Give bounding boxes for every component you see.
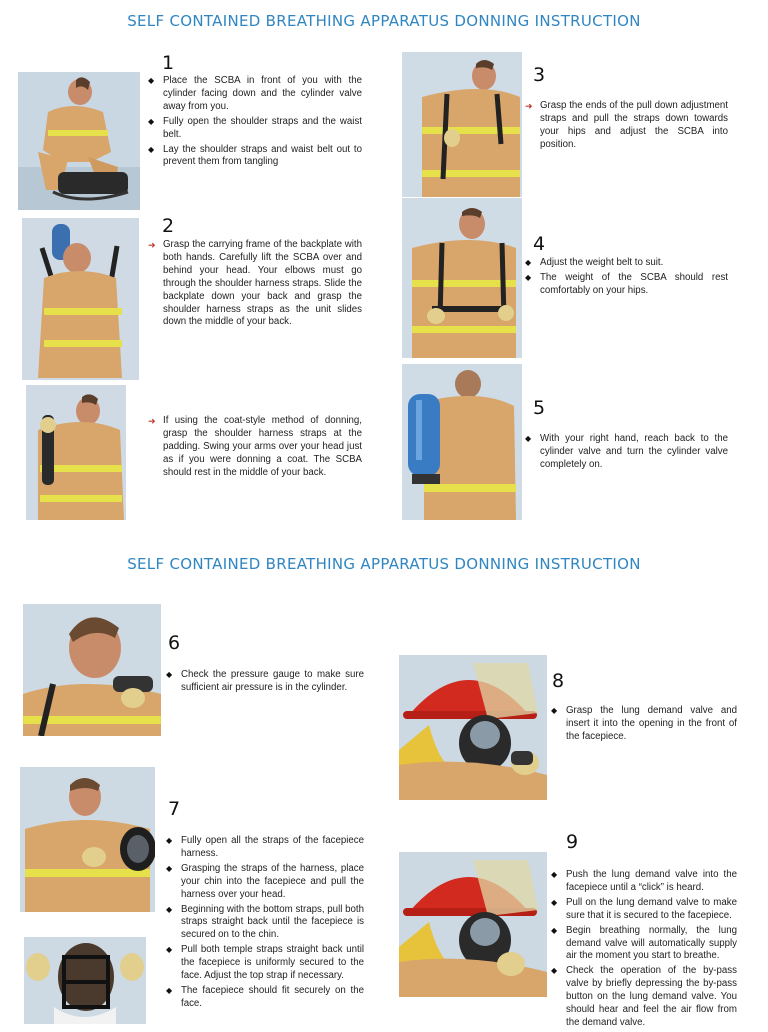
step-2-list — [146, 239, 362, 331]
photo-step-8 — [399, 655, 547, 800]
diamond-bullet-icon: ◆ — [551, 966, 558, 976]
step-number-8: 8 — [552, 670, 565, 692]
arrow-bullet-icon: ➜ — [148, 416, 156, 426]
diamond-bullet-icon: ◆ — [166, 670, 173, 679]
step-9-item: ◆ Check the operation of the by-pass valve by briefly depressing the by-pass button on the lung demand valve. You should hear and feel the air flow from the demand valve. — [551, 965, 737, 1028]
diamond-bullet-icon: ◆ — [551, 706, 558, 715]
page-title-top: SELF CONTAINED BREATHING APPARATUS DONNING INSTRUCTION — [127, 12, 641, 30]
step-3-list — [523, 100, 728, 154]
diamond-bullet-icon: ◆ — [525, 258, 532, 267]
photo-step-5 — [402, 364, 522, 520]
step-9-list — [549, 869, 737, 1032]
diamond-bullet-icon: ◆ — [525, 434, 532, 443]
step-number-2: 2 — [162, 215, 175, 237]
step-4-list — [523, 257, 728, 300]
step-number-9: 9 — [566, 831, 579, 853]
step-number-7: 7 — [168, 798, 181, 820]
step-6-item: ◆ Check the pressure gauge to make sure sufficient air pressure is in the cylinder. — [166, 669, 364, 693]
page-title-bottom: SELF CONTAINED BREATHING APPARATUS DONNING INSTRUCTION — [127, 555, 641, 573]
diamond-bullet-icon: ◆ — [551, 925, 558, 935]
step-number-5: 5 — [533, 397, 546, 419]
step-9-item: ◆ Push the lung demand valve into the facepiece until a “click” is heard. — [551, 869, 737, 893]
step-3-item: ➜ Grasp the ends of the pull down adjustment straps and pull the straps down towards your hips and adjust the SCBA into position. — [525, 100, 728, 150]
step-1-item: ◆ Lay the shoulder straps and waist belt out to prevent them from tangling — [148, 143, 362, 168]
arrow-bullet-icon: ➜ — [148, 240, 156, 250]
photo-step-2 — [22, 218, 139, 380]
step-7-item: ◆ The facepiece should fit securely on the face. — [166, 984, 364, 1009]
step-8-list — [549, 705, 737, 746]
step-1-list — [146, 75, 362, 171]
step-8-item: ◆ Grasp the lung demand valve and insert it into the opening in the front of the facepiece. — [551, 705, 737, 742]
step-6-list — [164, 669, 364, 697]
diamond-bullet-icon: ◆ — [166, 863, 173, 873]
photo-step-4 — [402, 198, 522, 358]
step-number-6: 6 — [168, 632, 181, 654]
step-number-4: 4 — [533, 233, 546, 255]
photo-step-1 — [18, 72, 140, 210]
step-5-list — [523, 433, 728, 474]
diamond-bullet-icon: ◆ — [551, 870, 558, 879]
step-2b-list — [146, 415, 362, 482]
step-7-item: ◆ Beginning with the bottom straps, pull both straps straight back until the facepiece is secured on to the chin. — [166, 903, 364, 941]
step-2b-item: ➜ If using the coat-style method of donning, grasp the shoulder harness straps at the padding. Swing your arms over your head just as if you were donning a coat. The SCBA should rest in the middle of your back. — [148, 415, 362, 478]
step-7-list — [164, 835, 364, 1013]
diamond-bullet-icon: ◆ — [166, 904, 173, 914]
photo-step-7 — [20, 767, 155, 912]
step-5-item: ◆ With your right hand, reach back to the cylinder valve and turn the cylinder valve completely on. — [525, 433, 728, 470]
diamond-bullet-icon: ◆ — [166, 945, 173, 955]
step-9-item: ◆ Pull on the lung demand valve to make sure that it is secured to the facepiece. — [551, 896, 737, 921]
photo-step-9 — [399, 852, 547, 997]
step-1-item: ◆ Place the SCBA in front of you with the cylinder facing down and the cylinder valve away from you. — [148, 75, 362, 112]
step-4-item: ◆ The weight of the SCBA should rest comfortably on your hips. — [525, 271, 728, 296]
step-number-3: 3 — [533, 64, 546, 86]
photo-step-7b — [24, 937, 146, 1024]
photo-step-6 — [23, 604, 161, 736]
photo-step-3 — [402, 52, 522, 197]
step-7-item: ◆ Fully open all the straps of the facepiece harness. — [166, 835, 364, 859]
step-9-item: ◆ Begin breathing normally, the lung demand valve will automatically supply air the moment you start to breathe. — [551, 924, 737, 962]
diamond-bullet-icon: ◆ — [166, 836, 173, 845]
step-7-item: ◆ Pull both temple straps straight back until the facepiece is uniformly secured to the face. Adjust the top strap if necessary. — [166, 944, 364, 982]
diamond-bullet-icon: ◆ — [525, 272, 532, 282]
step-number-1: 1 — [162, 52, 175, 74]
diamond-bullet-icon: ◆ — [551, 897, 558, 907]
arrow-bullet-icon: ➜ — [525, 101, 533, 111]
step-7-item: ◆ Grasping the straps of the harness, place your chin into the facepiece and pull the harness over your head. — [166, 862, 364, 900]
diamond-bullet-icon: ◆ — [148, 76, 155, 85]
photo-step-2b — [26, 385, 126, 520]
step-2-item: ➜ Grasp the carrying frame of the backplate with both hands. Carefully lift the SCBA over and behind your head. Your elbows must go through the shoulder harness straps. Slide the backplate down your back and grasp the shoulder harness straps as the unit slides down the middle of your back. — [148, 239, 362, 328]
step-4-item: ◆ Adjust the weight belt to suit. — [525, 257, 664, 268]
diamond-bullet-icon: ◆ — [148, 144, 155, 154]
step-1-item: ◆ Fully open the shoulder straps and the waist belt. — [148, 115, 362, 140]
diamond-bullet-icon: ◆ — [166, 985, 173, 995]
diamond-bullet-icon: ◆ — [148, 116, 155, 126]
